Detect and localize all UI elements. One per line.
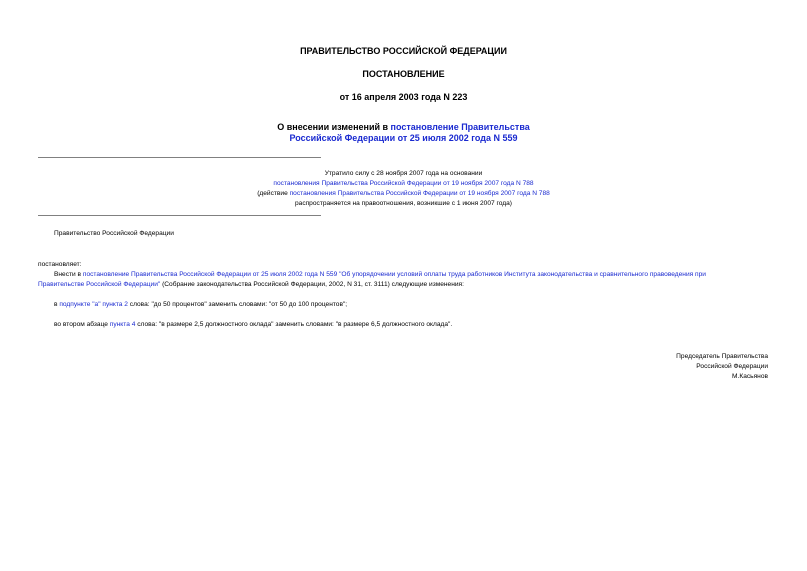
title-prefix: О внесении изменений в xyxy=(277,122,391,132)
paragraph1-suffix: (Собрание законодательства Российской Федерации, 2002, N 31, ст. 3111) следующие изменения: xyxy=(160,281,464,288)
divider-top xyxy=(38,157,321,158)
paragraph2 xyxy=(54,300,347,310)
status-note-link1[interactable]: постановления Правительства Российской Федерации от 19 ноября 2007 года N 788 xyxy=(273,180,534,187)
paragraph1-link-decree[interactable]: постановление Правительства Российской Федерации от 25 июля 2002 года N 559 "Об упорядочении условий оплаты труда работников Института законодательства и сравнительного правоведения при xyxy=(82,271,706,278)
document-title-line1 xyxy=(0,122,807,132)
status-note-line2 xyxy=(0,179,807,189)
document-type: ПОСТАНОВЛЕНИЕ xyxy=(362,69,445,79)
document-title-line2 xyxy=(0,133,807,143)
title-link-decree-cont[interactable]: Российской Федерации от 25 июля 2002 года N 559 xyxy=(289,133,518,143)
paragraph2-prefix: в xyxy=(54,301,60,308)
government-heading: ПРАВИТЕЛЬСТВО РОССИЙСКОЙ ФЕДЕРАЦИИ xyxy=(300,46,507,56)
status-note-line3-prefix: (действие xyxy=(257,190,290,197)
paragraph1-link-decree-cont[interactable]: Правительстве Российской Федерации" xyxy=(38,281,161,288)
signature-line2: Российской Федерации xyxy=(696,363,768,370)
paragraph3 xyxy=(54,320,452,330)
divider-bottom xyxy=(38,215,321,216)
document-date-number: от 16 апреля 2003 года N 223 xyxy=(339,92,468,102)
status-note-line4: распространяется на правоотношения, возникшие с 1 июня 2007 года) xyxy=(294,200,513,207)
status-note-line1: Утратило силу с 28 ноября 2007 года на основании xyxy=(324,170,483,177)
title-link-decree[interactable]: постановление Правительства xyxy=(390,122,530,132)
paragraph1-prefix: Внести в xyxy=(54,271,83,278)
paragraph3-prefix: во втором абзаце xyxy=(54,321,110,328)
issuer-text: Правительство Российской Федерации xyxy=(54,230,174,237)
paragraph2-link-subclause[interactable]: подпункте "а" пункта 2 xyxy=(59,301,128,308)
paragraph1-line1 xyxy=(54,270,706,280)
paragraph3-suffix: слова: "в размере 2,5 должностного оклада" заменить словами: "в размере 6,5 должностного оклада". xyxy=(135,321,453,328)
paragraph3-link-clause[interactable]: пункта 4 xyxy=(109,321,136,328)
decrees-text: постановляет: xyxy=(38,261,82,268)
paragraph1-line2 xyxy=(38,280,464,290)
signature-name: М.Касьянов xyxy=(732,373,768,380)
status-note-line3 xyxy=(0,189,807,199)
signature-line1: Председатель Правительства xyxy=(676,353,768,360)
status-note-link2[interactable]: постановления Правительства Российской Федерации от 19 ноября 2007 года N 788 xyxy=(289,190,550,197)
paragraph2-suffix: слова: "до 50 процентов" заменить словами: "от 50 до 100 процентов"; xyxy=(127,301,348,308)
